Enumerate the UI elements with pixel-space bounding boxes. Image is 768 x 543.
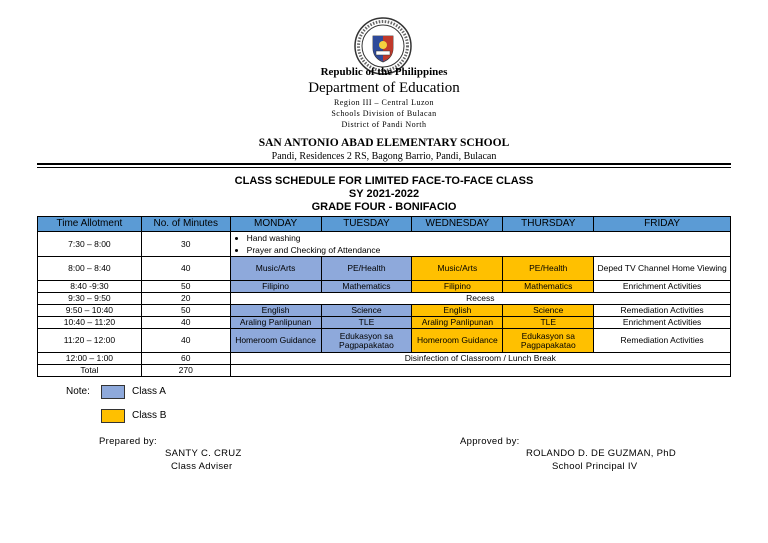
recess-cell: Recess — [230, 293, 730, 305]
division-text: Schools Division of Bulacan — [331, 109, 437, 118]
time-cell: 11:20 – 12:00 — [38, 329, 142, 353]
list-item: • Prayer and Checking of Attendance — [247, 244, 728, 256]
list-item: • Hand washing — [247, 232, 728, 244]
table-header-row — [38, 217, 731, 232]
class-b-label: Class B — [132, 410, 167, 421]
subject-cell: Araling Panlipunan — [230, 317, 321, 329]
class-a-label: Class A — [132, 386, 166, 397]
minutes-cell: 50 — [141, 305, 230, 317]
subject-cell: Edukasyon sa Pagpapakatao — [321, 329, 412, 353]
friday-cell: Remediation Activities — [594, 329, 731, 353]
schedule-title: CLASS SCHEDULE FOR LIMITED FACE-TO-FACE CLASS — [234, 175, 534, 187]
subject-cell: Music/Arts — [230, 257, 321, 281]
subject-cell: English — [412, 305, 503, 317]
empty-cell — [230, 365, 730, 377]
friday-cell: Deped TV Channel Home Viewing — [594, 257, 731, 281]
subject-cell: Filipino — [230, 281, 321, 293]
department-heading: Department of Education — [308, 80, 460, 96]
minutes-cell: 30 — [141, 232, 230, 257]
table-row — [38, 281, 731, 293]
col-header: WEDNESDAY — [412, 217, 503, 232]
subject-cell: Edukasyon sa Pagpapakatao — [503, 329, 594, 353]
prepared-by-label: Prepared by: — [99, 436, 157, 447]
subject-cell: Homeroom Guidance — [412, 329, 503, 353]
minutes-cell: 40 — [141, 329, 230, 353]
table-row — [38, 293, 731, 305]
school-name: SAN ANTONIO ABAD ELEMENTARY SCHOOL — [258, 137, 510, 149]
subject-cell: Science — [503, 305, 594, 317]
col-header: MONDAY — [230, 217, 321, 232]
table-row — [38, 365, 731, 377]
col-header: THURSDAY — [503, 217, 594, 232]
routine-cell — [230, 232, 730, 257]
time-cell: 9:30 – 9:50 — [38, 293, 142, 305]
grade-section: GRADE FOUR - BONIFACIO — [311, 201, 457, 213]
minutes-cell: 50 — [141, 281, 230, 293]
subject-cell: Science — [321, 305, 412, 317]
friday-cell: Enrichment Activities — [594, 317, 731, 329]
header-divider-thin — [37, 167, 731, 168]
table-row — [38, 257, 731, 281]
col-header: Time Allotment — [38, 217, 142, 232]
subject-cell: Mathematics — [503, 281, 594, 293]
friday-cell: Remediation Activities — [594, 305, 731, 317]
table-row — [38, 353, 731, 365]
region-text: Region III – Central Luzon — [333, 98, 435, 107]
col-header: TUESDAY — [321, 217, 412, 232]
lunch-cell: Disinfection of Classroom / Lunch Break — [230, 353, 730, 365]
time-cell: 9:50 – 10:40 — [38, 305, 142, 317]
school-year: SY 2021-2022 — [348, 188, 420, 200]
time-cell: 8:00 – 8:40 — [38, 257, 142, 281]
subject-cell: PE/Health — [503, 257, 594, 281]
district-text: District of Pandi North — [341, 120, 427, 129]
subject-cell: Homeroom Guidance — [230, 329, 321, 353]
approved-by-label: Approved by: — [460, 436, 520, 447]
table-row — [38, 317, 731, 329]
time-cell: 12:00 – 1:00 — [38, 353, 142, 365]
note-label: Note: — [66, 386, 90, 397]
republic-heading: Republic of the Philippines — [320, 66, 448, 78]
friday-cell: Enrichment Activities — [594, 281, 731, 293]
table-row — [38, 329, 731, 353]
approved-by-title: School Principal IV — [552, 461, 638, 472]
class-b-swatch — [101, 409, 125, 423]
subject-cell: PE/Health — [321, 257, 412, 281]
schedule-table — [37, 216, 731, 377]
minutes-cell: 40 — [141, 317, 230, 329]
time-cell: 7:30 – 8:00 — [38, 232, 142, 257]
approved-by-name: ROLANDO D. DE GUZMAN, PhD — [526, 448, 677, 459]
subject-cell: Filipino — [412, 281, 503, 293]
time-cell: 8:40 -9:30 — [38, 281, 142, 293]
minutes-cell: 60 — [141, 353, 230, 365]
school-address: Pandi, Residences 2 RS, Bagong Barrio, Pandi, Bulacan — [271, 151, 497, 162]
subject-cell: English — [230, 305, 321, 317]
total-label: Total — [38, 365, 142, 377]
subject-cell: Mathematics — [321, 281, 412, 293]
subject-cell: TLE — [503, 317, 594, 329]
prepared-by-name: SANTY C. CRUZ — [165, 448, 242, 459]
col-header: FRIDAY — [594, 217, 731, 232]
total-minutes: 270 — [141, 365, 230, 377]
col-header: No. of Minutes — [141, 217, 230, 232]
header-divider — [37, 163, 731, 165]
table-row — [38, 305, 731, 317]
time-cell: 10:40 – 11:20 — [38, 317, 142, 329]
minutes-cell: 20 — [141, 293, 230, 305]
subject-cell: TLE — [321, 317, 412, 329]
table-row — [38, 232, 731, 257]
minutes-cell: 40 — [141, 257, 230, 281]
prepared-by-title: Class Adviser — [171, 461, 233, 472]
class-a-swatch — [101, 385, 125, 399]
subject-cell: Music/Arts — [412, 257, 503, 281]
subject-cell: Araling Panlipunan — [412, 317, 503, 329]
